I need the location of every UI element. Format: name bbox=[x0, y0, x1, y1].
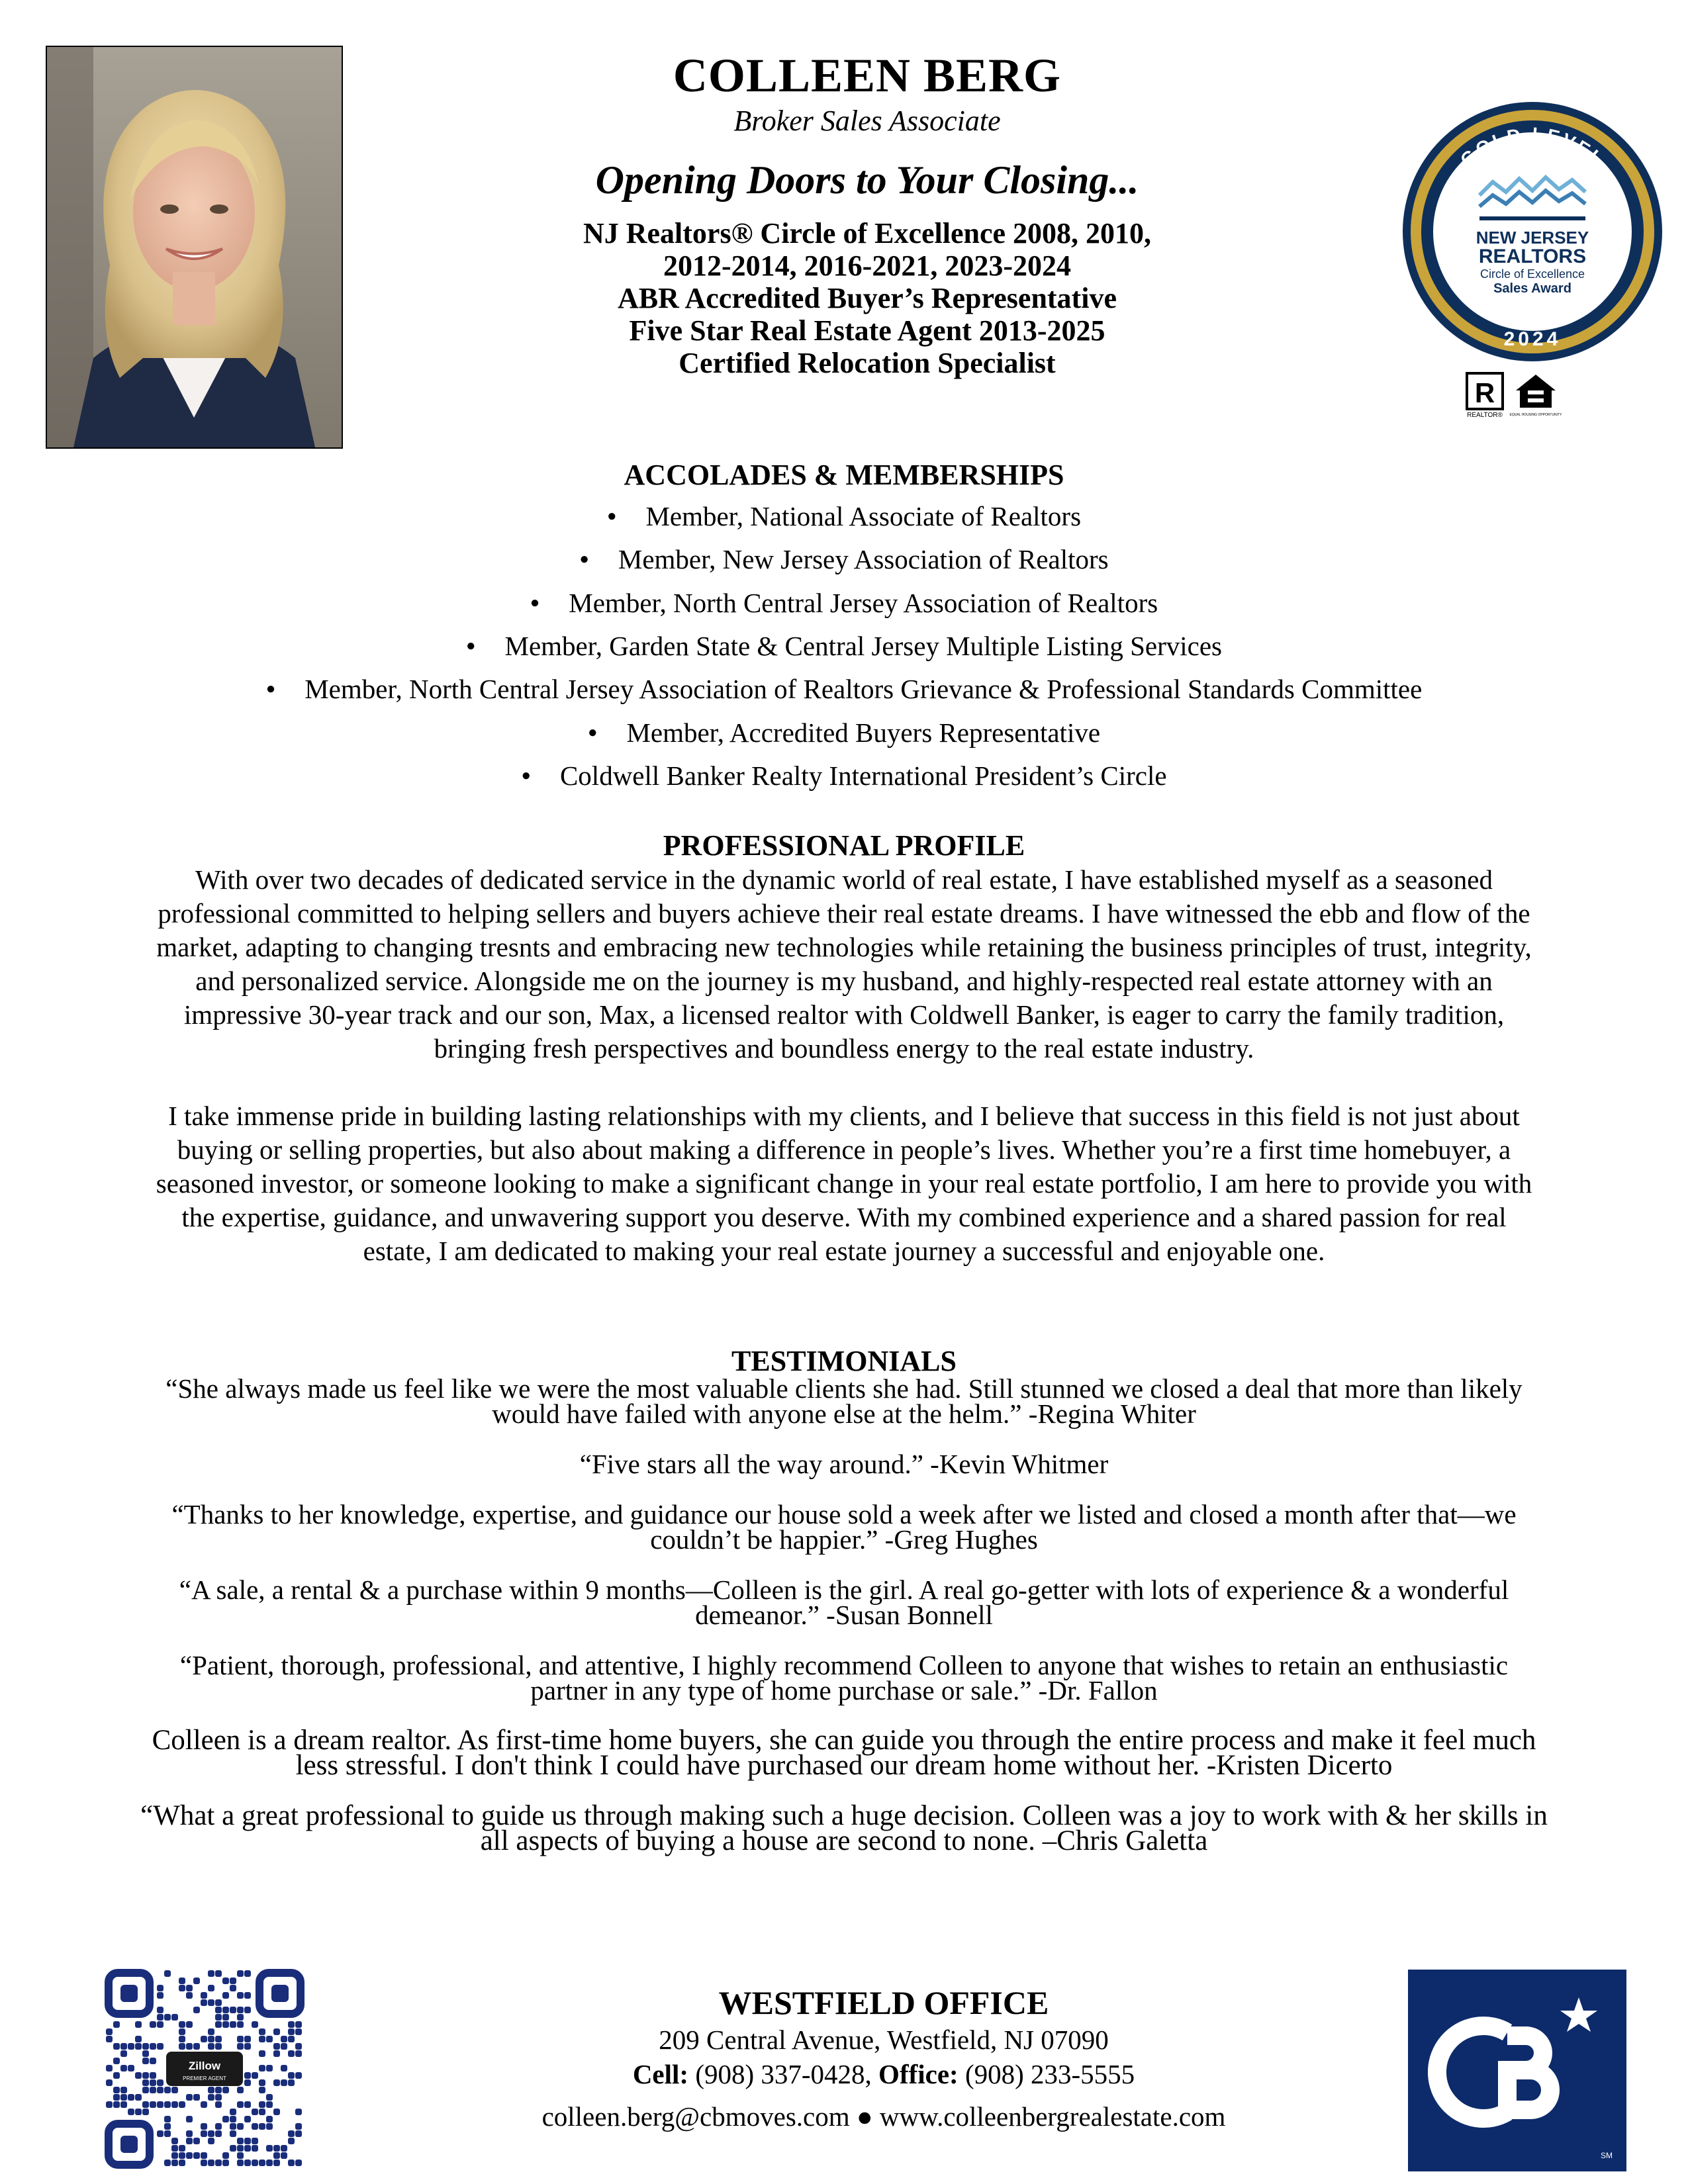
badge-line4: Sales Award bbox=[1493, 281, 1571, 296]
office-address: 209 Central Avenue, Westfield, NJ 07090 bbox=[659, 2025, 1109, 2055]
cell-phone[interactable]: (908) 337-0428, bbox=[688, 2059, 879, 2089]
zillow-logo bbox=[166, 2052, 243, 2086]
text-line: seasoned investor, or someone looking to make a significant change in your real estate portfolio, I am here to provide you with bbox=[156, 1168, 1532, 1199]
text-line: and personalized service. Alongside me on the journey is my husband, and highly-respected real estate attorney with an bbox=[195, 966, 1493, 996]
text-line: “What a great professional to guide us through making such a huge decision. Colleen was a joy to work with & her skills in bbox=[140, 1800, 1548, 1831]
office-heading: WESTFIELD OFFICE bbox=[718, 1984, 1049, 2021]
text-line: impressive 30-year track and our son, Max, a licensed realtor with Coldwell Banker, is eager to carry the family tradition, bbox=[183, 999, 1505, 1030]
header bbox=[371, 48, 1364, 379]
testimonials-heading: TESTIMONIALS bbox=[731, 1345, 957, 1377]
text-line: bringing fresh perspectives and boundless energy to the real estate industry. bbox=[434, 1033, 1254, 1064]
accolades-list bbox=[0, 496, 1688, 799]
phone-line bbox=[437, 2057, 1331, 2091]
testimonial bbox=[40, 1451, 1648, 1477]
text-line: professional committed to helping sellers and buyers achieve their real estate dreams. I have witnessed the ebb and flow of the bbox=[158, 898, 1530, 929]
credential-line: Five Star Real Estate Agent 2013-2025 bbox=[629, 314, 1105, 347]
gold-level-badge bbox=[1400, 99, 1665, 364]
text-line: “A sale, a rental & a purchase within 9 months—Colleen is the girl. A real go-getter with lots of experience & a wonderful bbox=[179, 1574, 1509, 1605]
profile-paragraph-1 bbox=[53, 863, 1635, 1066]
agent-name: COLLEEN BERG bbox=[673, 49, 1062, 102]
realtor-caption: REALTOR® bbox=[1467, 412, 1503, 418]
testimonial bbox=[40, 1373, 1648, 1429]
office-section bbox=[437, 1983, 1331, 2134]
equal-housing-icon bbox=[1510, 375, 1563, 417]
text-line: less stressful. I don't think I could have purchased our dream home without her. -Kristen Dicerto bbox=[295, 1750, 1393, 1781]
text-line: “She always made us feel like we were the most valuable clients she had. Still stunned we closed a deal that more than likely bbox=[165, 1373, 1523, 1404]
list-item: ● Member, New Jersey Association of Realtors bbox=[0, 539, 1688, 582]
text-line: all aspects of buying a house are second to none. –Chris Galetta bbox=[480, 1825, 1208, 1856]
svg-text:R: R bbox=[1474, 377, 1495, 408]
coldwell-banker-logo bbox=[1408, 1970, 1626, 2171]
accolades-heading: ACCOLADES & MEMBERSHIPS bbox=[624, 459, 1064, 491]
text-line: estate, I am dedicated to making your real estate journey a successful and enjoyable one. bbox=[363, 1236, 1325, 1266]
list-item: ● Member, North Central Jersey Association of Realtors bbox=[0, 583, 1688, 626]
accolades-section bbox=[0, 458, 1688, 799]
testimonials-section bbox=[40, 1347, 1648, 1879]
list-item: ● Coldwell Banker Realty International President’s Circle bbox=[0, 756, 1688, 799]
text-line: buying or selling properties, but also about making a difference in people’s lives. Whether you’re a first time homebuyer, a bbox=[177, 1134, 1511, 1165]
service-mark: SM bbox=[1601, 2151, 1613, 2160]
credential-line: ABR Accredited Buyer’s Representative bbox=[618, 282, 1117, 314]
agent-photo bbox=[46, 46, 343, 449]
office-phone[interactable]: (908) 233-5555 bbox=[958, 2059, 1135, 2089]
separator-dot: ● bbox=[849, 2101, 880, 2132]
badge-year: 2024 bbox=[1503, 328, 1562, 350]
credentials bbox=[371, 217, 1364, 379]
text-line: Colleen is a dream realtor. As first-time home buyers, she can guide you through the entire process and make it feel much bbox=[152, 1725, 1536, 1756]
website-link[interactable]: www.colleenbergrealestate.com bbox=[879, 2101, 1226, 2132]
text-line: “Thanks to her knowledge, expertise, and guidance our house sold a week after we listed and closed a month after that—we bbox=[171, 1499, 1517, 1529]
tagline: Opening Doors to Your Closing... bbox=[595, 158, 1139, 202]
list-item: ● Member, North Central Jersey Association of Realtors Grievance & Professional Standards Committee bbox=[0, 669, 1688, 712]
profile-paragraph-2 bbox=[53, 1099, 1635, 1268]
text-line: I take immense pride in building lasting relationships with my clients, and I believe that success in this field is not just about bbox=[168, 1101, 1520, 1131]
text-line: “Five stars all the way around.” -Kevin Whitmer bbox=[579, 1449, 1109, 1479]
badge-line3: Circle of Excellence bbox=[1479, 267, 1585, 281]
agent-title: Broker Sales Associate bbox=[733, 105, 1001, 137]
realtor-logos bbox=[1463, 371, 1569, 418]
credential-line: Certified Relocation Specialist bbox=[679, 347, 1056, 379]
list-item: ● Member, Accredited Buyers Representative bbox=[0, 713, 1688, 756]
testimonial bbox=[40, 1650, 1648, 1706]
office-phone-label: Office: bbox=[878, 2059, 959, 2089]
realtor-r-icon bbox=[1467, 373, 1503, 418]
text-line: partner in any type of home purchase or sale.” -Dr. Fallon bbox=[530, 1675, 1158, 1706]
testimonial bbox=[40, 1574, 1648, 1630]
testimonial bbox=[40, 1499, 1648, 1555]
list-item: ● Member, National Associate of Realtors bbox=[0, 496, 1688, 539]
profile-heading: PROFESSIONAL PROFILE bbox=[663, 829, 1025, 862]
zillow-label: Zillow bbox=[188, 2060, 221, 2072]
testimonial bbox=[40, 1725, 1648, 1781]
text-line: With over two decades of dedicated service in the dynamic world of real estate, I have established myself as a seasoned bbox=[195, 864, 1493, 895]
badge-line1: NEW JERSEY bbox=[1476, 228, 1589, 248]
eho-caption: EQUAL HOUSING OPPORTUNITY bbox=[1509, 413, 1562, 417]
badge-line2: REALTORS bbox=[1478, 246, 1587, 267]
credential-line: NJ Realtors® Circle of Excellence 2008, 2010, bbox=[583, 217, 1152, 250]
zillow-sublabel: PREMIER AGENT bbox=[183, 2075, 226, 2081]
badge-top-text: GOLD LEVEL bbox=[1456, 123, 1609, 171]
text-line: market, adapting to changing tresnts and embracing new technologies while retaining the business principles of trust, integrity, bbox=[156, 932, 1532, 962]
profile-section bbox=[53, 829, 1635, 1268]
email-link[interactable]: colleen.berg@cbmoves.com bbox=[541, 2101, 850, 2132]
text-line: would have failed with anyone else at the helm.” -Regina Whiter bbox=[492, 1398, 1196, 1429]
text-line: the expertise, guidance, and unwavering support you deserve. With my combined experience and a shared passion for real bbox=[181, 1202, 1507, 1232]
credential-line: 2012-2014, 2016-2021, 2023-2024 bbox=[663, 250, 1071, 282]
qr-code[interactable] bbox=[105, 1969, 305, 2169]
testimonial bbox=[40, 1800, 1648, 1856]
text-line: “Patient, thorough, professional, and attentive, I highly recommend Colleen to anyone that wishes to retain an enthusiastic bbox=[179, 1650, 1509, 1680]
text-line: demeanor.” -Susan Bonnell bbox=[695, 1600, 993, 1630]
text-line: couldn’t be happier.” -Greg Hughes bbox=[650, 1524, 1038, 1555]
contact-line bbox=[437, 2099, 1331, 2134]
list-item: ● Member, Garden State & Central Jersey Multiple Listing Services bbox=[0, 626, 1688, 669]
cell-label: Cell: bbox=[632, 2059, 689, 2089]
